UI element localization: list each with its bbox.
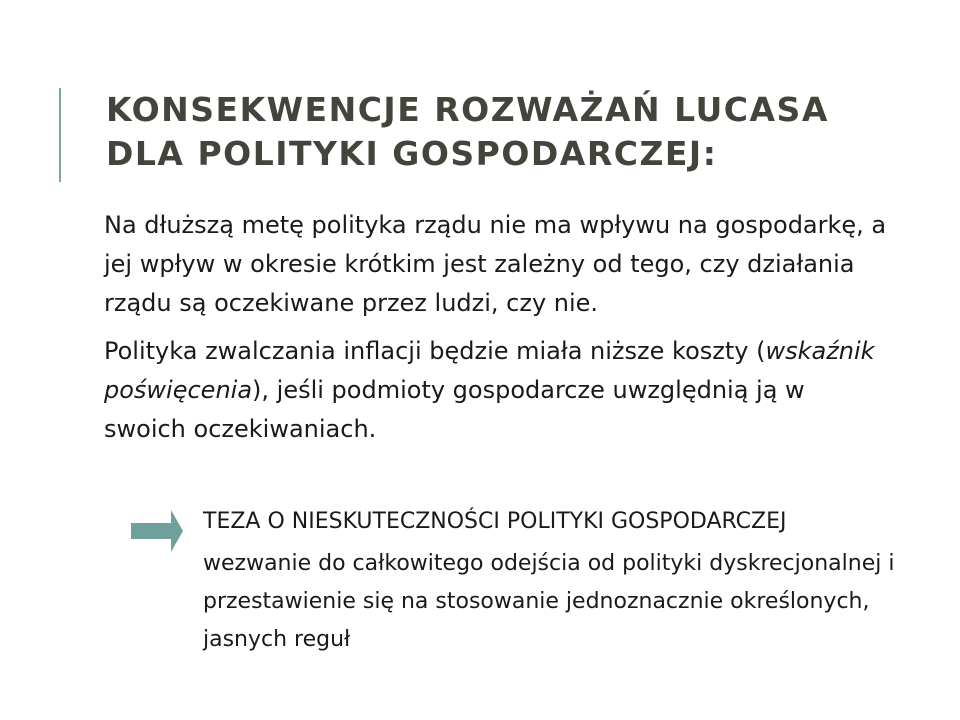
conclusion-block — [203, 503, 903, 663]
slide-body — [104, 206, 894, 458]
paragraph-inflation-text-after: ), jeśli podmioty gospodarcze uwzględnią ją w swoich oczekiwaniach. — [104, 376, 805, 443]
paragraph-inflation-text-before: Polityka zwalczania inflacji będzie miała niższe koszty ( — [104, 337, 766, 365]
slide-title — [106, 88, 926, 176]
slide-title-line-2: DLA POLITYKI GOSPODARCZEJ: — [106, 134, 718, 173]
rules-call-text: wezwanie do całkowitego odejścia od polityki dyskrecjonalnej i przestawienie się na stosowanie jednoznacznie określonych, jasnych reguł — [203, 551, 895, 652]
right-arrow-icon — [131, 510, 183, 552]
title-accent-bar — [59, 88, 61, 182]
paragraph-inflation-policy — [104, 332, 894, 449]
sacrifice-ratio-term: wskaźnik poświęcenia — [104, 337, 875, 404]
slide-title-line-1: KONSEKWENCJE ROZWAŻAŃ LUCASA — [106, 90, 829, 129]
policy-ineffectiveness-thesis: TEZA O NIESKUTECZNOŚCI POLITYKI GOSPODARCZEJ — [203, 509, 787, 534]
paragraph-long-term-policy: Na dłuższą metę polityka rządu nie ma wpływu na gospodarkę, a jej wpływ w okresie krótkim jest zależny od tego, czy działania rządu są oczekiwane przez ludzi, czy nie. — [104, 211, 887, 317]
